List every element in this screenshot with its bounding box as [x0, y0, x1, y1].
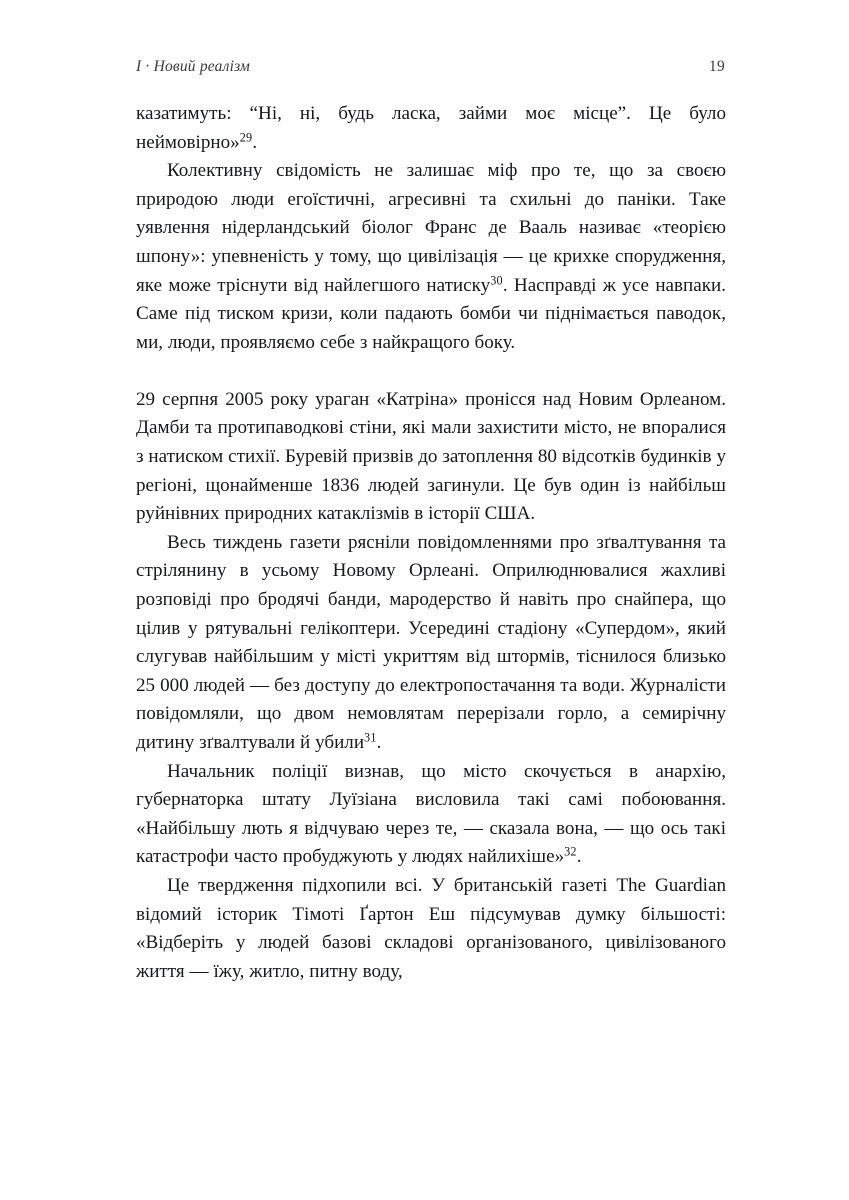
- paragraph: [136, 386, 726, 529]
- body-text: [136, 100, 726, 986]
- footnote-marker[interactable]: 29: [239, 130, 253, 145]
- paragraph-text: 29 серпня 2005 року ураган «Катріна» пронісся над Новим Орлеаном. Дамби та протипаводкові стіни, які мали захистити місто, не впоралися з натиском стихії. Буревій призвів до затоплення 80 відсотків будинків у регіоні, щонайменше 1836 людей загинули. Це був один із найбільш руйнівних природних катаклізмів в історії США.: [136, 388, 726, 525]
- page-number: 19: [708, 58, 725, 75]
- running-header: [136, 58, 725, 82]
- paragraph: [136, 872, 726, 986]
- paragraph-text-continued: .: [252, 131, 258, 153]
- paragraph: [136, 100, 726, 157]
- paragraph: [136, 758, 726, 872]
- footnote-marker[interactable]: 30: [490, 273, 503, 288]
- footnote-marker[interactable]: 32: [564, 845, 577, 859]
- paragraph-text: Весь тиждень газети рясніли повідомленнями про зґвалтування та стрілянину в усьому Новому Орлеані. Оприлюднювалися жахливі розповіді про бродячі банди, мародерство й навіть про снайпера, що цілив у рятувальні гелікоптери. Усередині стадіону «Супердом», який слугував найбільшим у місті укриттям від штормів, тіснилося близько 25 000 людей — без доступу до електропостачання та води. Журналісти повідомляли, що двом немовлятам перерізали горло, а семирічну дитину зґвалтували й убили: [136, 531, 726, 753]
- paragraph: [136, 157, 726, 357]
- paragraph-text: Колективну свідомість не залишає міф про те, що за своєю природою люди егоїстичні, агресивні та схильні до паніки. Таке уявлення нідерландський біолог Франс де Вааль називає «теорією шпону»: упевненість у тому, що цивілізація — це крихке спорудження, яке може тріснути від найлегшого натиску: [136, 160, 726, 296]
- running-head-title: I · Новий реалізм: [136, 58, 251, 75]
- paragraph-text: Це твердження підхопили всі. У британській газеті The Guardian відомий історик Тімоті Ґартон Еш підсумував думку більшості: «Відберіть у людей базові складові організованого, цивілізованого життя — їжу, житло, питну воду,: [136, 874, 726, 982]
- footnote-marker[interactable]: 31: [364, 730, 377, 745]
- paragraph-text-continued: . Насправді ж усе навпаки. Саме під тиском кризи, коли падають бомби чи піднімається паводок, ми, люди, проявляємо себе з найкращого боку.: [136, 274, 726, 353]
- paragraph-text: Начальник поліції визнав, що місто скочується в анархію, губернаторка штату Луїзіана висловила такі самі побоювання. «Найбільшу лють я відчуваю через те, — сказала вона, — що ось такі катастрофи часто пробуджують у людях найлихіше»: [136, 760, 726, 868]
- paragraph-text-continued: .: [376, 731, 382, 753]
- paragraph-text-continued: .: [576, 846, 582, 868]
- paragraph: [136, 529, 726, 758]
- paragraph-text: казатимуть: “Ні, ні, будь ласка, займи моє місце”. Це було неймовірно»: [136, 103, 726, 153]
